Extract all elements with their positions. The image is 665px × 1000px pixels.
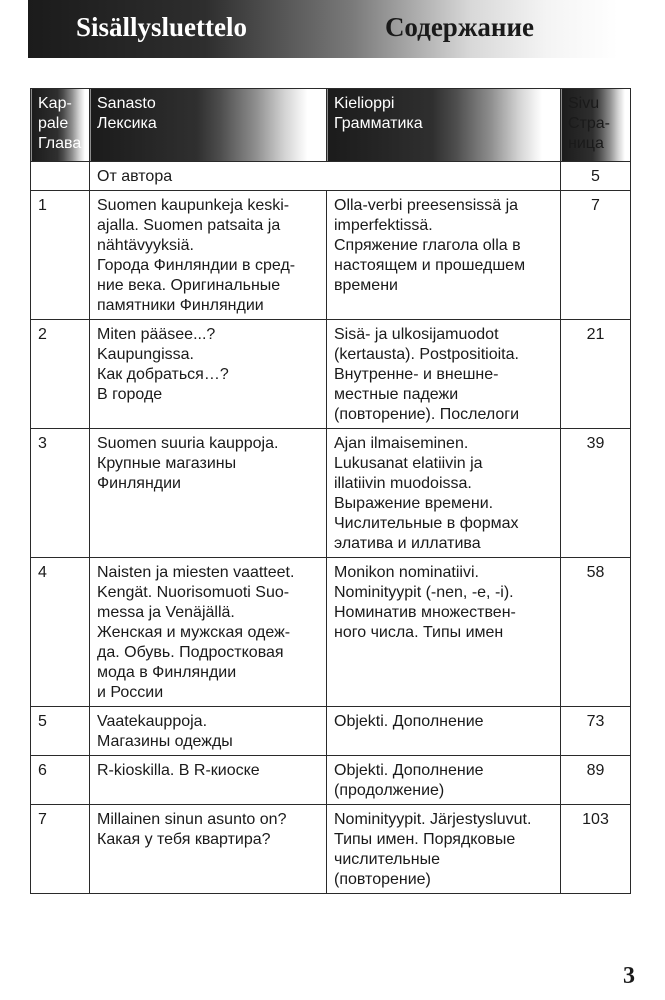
lexicon-line: ajalla. Suomen patsaita ja bbox=[97, 217, 281, 234]
grammar-line: imperfektissä. bbox=[334, 217, 433, 234]
contents-table bbox=[30, 88, 631, 894]
table-row-intro bbox=[31, 162, 631, 191]
lexicon-line: мода в Финляндии bbox=[97, 664, 237, 681]
lexicon-line: да. Обувь. Подростковая bbox=[97, 644, 284, 661]
header-bar bbox=[28, 0, 618, 58]
table-row bbox=[31, 805, 631, 894]
chapter-number: 2 bbox=[31, 320, 90, 429]
lexicon-cell bbox=[90, 320, 327, 429]
table-row bbox=[31, 191, 631, 320]
lexicon-line: Как добраться…? bbox=[97, 366, 229, 383]
grammar-line: Sisä- ja ulkosijamuodot bbox=[334, 326, 499, 343]
lexicon-line: Финляндии bbox=[97, 475, 181, 492]
chapter-number: 4 bbox=[31, 558, 90, 707]
lexicon-line: Millainen sinun asunto on? bbox=[97, 811, 287, 828]
grammar-line: illatiivin muodoissa. bbox=[334, 475, 472, 492]
header-lexicon bbox=[90, 89, 327, 162]
grammar-cell bbox=[327, 429, 561, 558]
header-chapter-line: Глава bbox=[38, 135, 82, 152]
lexicon-line: памятники Финляндии bbox=[97, 297, 264, 314]
header-page-line: ница bbox=[568, 135, 604, 152]
lexicon-cell bbox=[90, 756, 327, 805]
lexicon-cell bbox=[90, 429, 327, 558]
grammar-line: времени bbox=[334, 277, 398, 294]
grammar-line: Nominityypit (-nen, -e, -i). bbox=[334, 584, 514, 601]
page-number: 3 bbox=[623, 963, 635, 989]
chapter-number: 6 bbox=[31, 756, 90, 805]
grammar-cell bbox=[327, 191, 561, 320]
grammar-line: местные падежи bbox=[334, 386, 459, 403]
lexicon-cell bbox=[90, 707, 327, 756]
grammar-line: Objekti. Дополнение bbox=[334, 762, 484, 779]
header-lexicon-line: Лексика bbox=[97, 115, 157, 132]
lexicon-line: Kaupungissa. bbox=[97, 346, 194, 363]
intro-label: От автора bbox=[90, 162, 561, 191]
header-grammar-line: Kielioppi bbox=[334, 95, 395, 112]
grammar-cell bbox=[327, 558, 561, 707]
header-lexicon-line: Sanasto bbox=[97, 95, 156, 112]
grammar-cell bbox=[327, 805, 561, 894]
lexicon-line: Крупные магазины bbox=[97, 455, 237, 472]
lexicon-line: Женская и мужская одеж- bbox=[97, 624, 291, 641]
chapter-number: 7 bbox=[31, 805, 90, 894]
grammar-line: Номинатив множествен- bbox=[334, 604, 516, 621]
table-row bbox=[31, 756, 631, 805]
table-row bbox=[31, 558, 631, 707]
grammar-line: настоящем и прошедшем bbox=[334, 257, 526, 274]
title-russian: Содержание bbox=[384, 12, 534, 42]
header-chapter-line: Kap- bbox=[38, 95, 72, 112]
lexicon-line: Kengät. Nuorisomuoti Suo- bbox=[97, 584, 290, 601]
header-page-line: Sivu bbox=[568, 95, 600, 112]
lexicon-line: Vaatekauppoja. bbox=[97, 713, 208, 730]
page-ref: 58 bbox=[561, 558, 631, 707]
grammar-line: Типы имен. Порядковые bbox=[334, 831, 516, 848]
grammar-line: Числительные в формах bbox=[334, 515, 519, 532]
grammar-line: элатива и иллатива bbox=[334, 535, 481, 552]
grammar-line: Nominityypit. Järjestysluvut. bbox=[334, 811, 532, 828]
header-page bbox=[561, 89, 631, 162]
grammar-line: (повторение). Послелоги bbox=[334, 406, 520, 423]
page-ref: 73 bbox=[561, 707, 631, 756]
table-row bbox=[31, 707, 631, 756]
lexicon-line: messa ja Venäjällä. bbox=[97, 604, 235, 621]
header-page-line: Стра- bbox=[568, 115, 611, 132]
grammar-line: Спряжение глагола olla в bbox=[334, 237, 521, 254]
grammar-line: Ajan ilmaiseminen. bbox=[334, 435, 469, 452]
grammar-line: ного числа. Типы имен bbox=[334, 624, 504, 641]
page-ref: 103 bbox=[561, 805, 631, 894]
grammar-line: Monikon nominatiivi. bbox=[334, 564, 479, 581]
header-chapter bbox=[31, 89, 90, 162]
grammar-line: Objekti. Дополнение bbox=[334, 713, 484, 730]
lexicon-cell bbox=[90, 191, 327, 320]
grammar-line: Выражение времени. bbox=[334, 495, 494, 512]
page-ref: 21 bbox=[561, 320, 631, 429]
lexicon-cell bbox=[90, 558, 327, 707]
header-chapter-line: pale bbox=[38, 115, 69, 132]
lexicon-line: Города Финляндии в сред- bbox=[97, 257, 296, 274]
lexicon-line: Suomen kaupunkeja keski- bbox=[97, 197, 290, 214]
title-finnish: Sisällysluettelo bbox=[76, 12, 248, 42]
lexicon-line: Miten pääsee...? bbox=[97, 326, 216, 343]
page-ref: 7 bbox=[561, 191, 631, 320]
grammar-line: Lukusanat elatiivin ja bbox=[334, 455, 483, 472]
grammar-line: числительные bbox=[334, 851, 440, 868]
chapter-number: 3 bbox=[31, 429, 90, 558]
lexicon-line: Магазины одежды bbox=[97, 733, 233, 750]
intro-num-cell bbox=[31, 162, 90, 191]
table-row bbox=[31, 320, 631, 429]
lexicon-cell bbox=[90, 805, 327, 894]
table-header-row bbox=[31, 89, 631, 162]
lexicon-line: Какая у тебя квартира? bbox=[97, 831, 271, 848]
page-ref: 89 bbox=[561, 756, 631, 805]
grammar-cell bbox=[327, 707, 561, 756]
lexicon-line: R-kioskilla. В R-киоске bbox=[97, 762, 260, 779]
header-grammar-line: Грамматика bbox=[334, 115, 423, 132]
grammar-line: (повторение) bbox=[334, 871, 431, 888]
grammar-cell bbox=[327, 756, 561, 805]
grammar-line: Olla-verbi preesensissä ja bbox=[334, 197, 519, 214]
lexicon-line: nähtävyyksiä. bbox=[97, 237, 194, 254]
lexicon-line: Suomen suuria kauppoja. bbox=[97, 435, 279, 452]
chapter-number: 5 bbox=[31, 707, 90, 756]
header-grammar bbox=[327, 89, 561, 162]
grammar-line: (kertausta). Postpositioita. bbox=[334, 346, 519, 363]
grammar-cell bbox=[327, 320, 561, 429]
lexicon-line: В городе bbox=[97, 386, 163, 403]
lexicon-line: и России bbox=[97, 684, 164, 701]
lexicon-line: ние века. Оригинальные bbox=[97, 277, 281, 294]
intro-page: 5 bbox=[561, 162, 631, 191]
grammar-line: Внутренне- и внешне- bbox=[334, 366, 499, 383]
grammar-line: (продолжение) bbox=[334, 782, 445, 799]
table-row bbox=[31, 429, 631, 558]
chapter-number: 1 bbox=[31, 191, 90, 320]
page-ref: 39 bbox=[561, 429, 631, 558]
lexicon-line: Naisten ja miesten vaatteet. bbox=[97, 564, 295, 581]
